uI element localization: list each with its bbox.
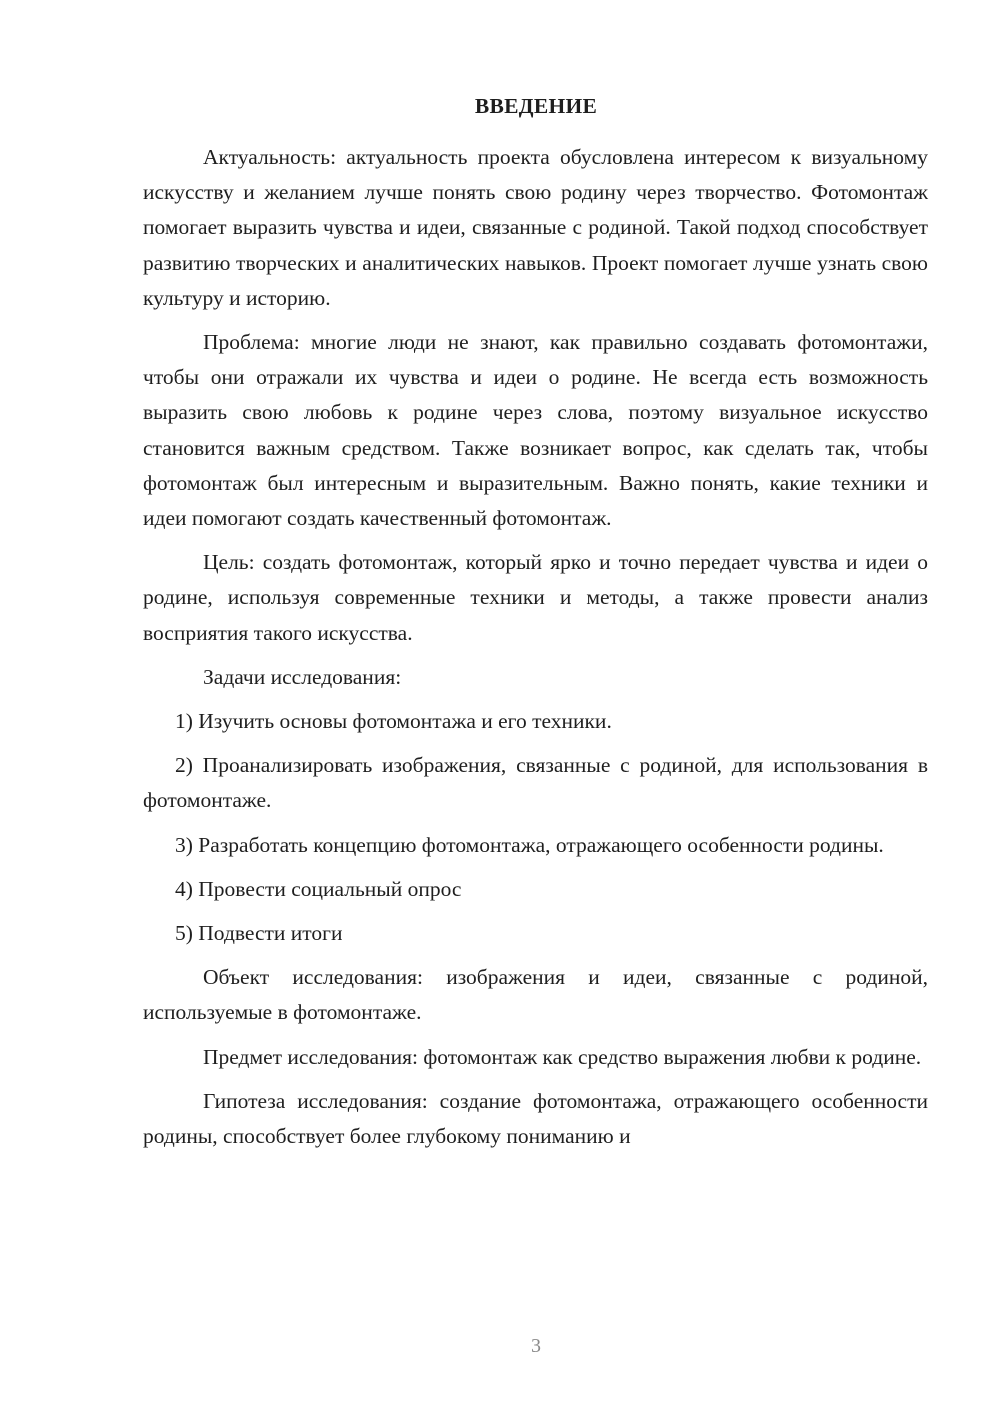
list-item-task-2: 2) Проанализировать изображения, связанные с родиной, для использования в фотомонтаже. — [143, 753, 928, 813]
page-number: 3 — [531, 1335, 541, 1357]
paragraph-goal: Цель: создать фотомонтаж, который ярко и точно передает чувства и идеи о родине, используя современные техники и методы, а также провести анализ восприятия такого искусства. — [143, 550, 928, 645]
list-item-task-5: 5) Подвести итоги — [175, 921, 343, 946]
body-text — [143, 140, 928, 1163]
paragraph-relevance: Актуальность: актуальность проекта обусловлена интересом к визуальному искусству и желанием лучше понять свою родину через творчество. Фотомонтаж помогает выразить чувства и идеи, связанные с родиной. Такой подход способствует развитию творческих и аналитических навыков. Проект помогает лучше узнать свою культуру и историю. — [143, 145, 928, 310]
list-item-task-3: 3) Разработать концепцию фотомонтажа, отражающего особенности родины. — [175, 832, 884, 857]
paragraph-object: Объект исследования: изображения и идеи, связанные с родиной, используемые в фотомонтаже. — [143, 965, 928, 1025]
list-item-task-4: 4) Провести социальный опрос — [175, 876, 462, 901]
paragraph-hypothesis: Гипотеза исследования: создание фотомонтажа, отражающего особенности родины, способствует более глубокому пониманию и — [143, 1088, 928, 1149]
paragraph-problem: Проблема: многие люди не знают, как правильно создавать фотомонтажи, чтобы они отражали их чувства и идеи о родине. Не всегда есть возможность выразить свою любовь к родине через слова, поэтому визуальное искусство становится важным средством. Также возникает вопрос, как сделать так, чтобы фотомонтаж был интересным и выразительным. Важно понять, какие техники и идеи помогают создать качественный фотомонтаж. — [143, 330, 928, 531]
list-item-task-1: 1) Изучить основы фотомонтажа и его техники. — [175, 709, 612, 734]
paragraph-subject: Предмет исследования: фотомонтаж как средство выражения любви к родине. — [203, 1044, 922, 1069]
paragraph-tasks-heading: Задачи исследования: — [203, 664, 402, 689]
page-title: ВВЕДЕНИЕ — [474, 94, 598, 118]
